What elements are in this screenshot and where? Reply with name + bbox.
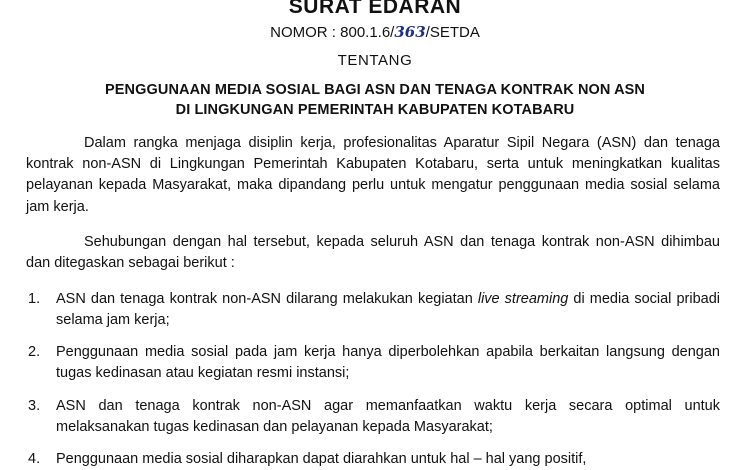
list-item-text-italic: live streaming	[477, 290, 569, 307]
list-item-text	[56, 289, 720, 331]
list-item-text: ASN dan tenaga kontrak non-ASN agar memanfaatkan waktu kerja secara optimal untuk melaksanakan tugas kedinasan dan pelayanan kepada Masyarakat;	[56, 397, 720, 435]
document-subject-line-1: PENGGUNAAN MEDIA SOSIAL BAGI ASN DAN TENAGA KONTRAK NON ASN	[105, 82, 645, 99]
document-title: SURAT EDARAN	[288, 0, 462, 18]
document-number-prefix: NOMOR : 800.1.6/	[270, 24, 395, 42]
numbered-list	[26, 289, 720, 470]
paragraph-1: Dalam rangka menjaga disiplin kerja, profesionalitas Aparatur Sipil Negara (ASN) dan tenaga kontrak non-ASN di Lingkungan Pemerintah Kabupaten Kotabaru, serta untuk meningkatkan kualitas pelayanan kepada Masyarakat, maka dipandang perlu untuk mengatur penggunaan media sosial selama jam kerja.	[26, 135, 720, 215]
list-item	[26, 342, 720, 384]
list-item-number: 2.	[28, 344, 41, 361]
paragraph-2: Sehubungan dengan hal tersebut, kepada seluruh ASN dan tenaga kontrak non-ASN dihimbau dan ditegaskan sebagai berikut :	[26, 234, 720, 272]
list-item	[26, 289, 720, 331]
document-subject	[0, 80, 750, 120]
document-number-suffix: /SETDA	[425, 24, 480, 42]
list-item-number: 4.	[28, 450, 41, 467]
list-item-text-before: ASN dan tenaga kontrak non-ASN dilarang melakukan kegiatan	[56, 290, 478, 307]
list-item-number: 3.	[28, 397, 41, 414]
document-about-label: TENTANG	[337, 52, 413, 70]
document-subject-line-2: DI LINGKUNGAN PEMERINTAH KABUPATEN KOTABARU	[175, 102, 575, 119]
list-item-text: Penggunaan media sosial diharapkan dapat diarahkan untuk hal – hal yang positif,	[56, 450, 587, 467]
list-item-number: 1.	[28, 290, 41, 307]
list-item-text: Penggunaan media sosial pada jam kerja hanya diperbolehkan apabila berkaitan langsung dengan tugas kedinasan atau kegiatan resmi instansi;	[56, 344, 720, 382]
document-body	[26, 133, 720, 470]
list-item	[26, 396, 720, 438]
document-header	[0, 0, 750, 120]
list-item-text-after: di media social pribadi selama jam kerja;	[56, 290, 720, 329]
document-number-handwritten: 363	[394, 23, 426, 42]
list-item	[26, 449, 720, 470]
document-number	[0, 23, 750, 42]
